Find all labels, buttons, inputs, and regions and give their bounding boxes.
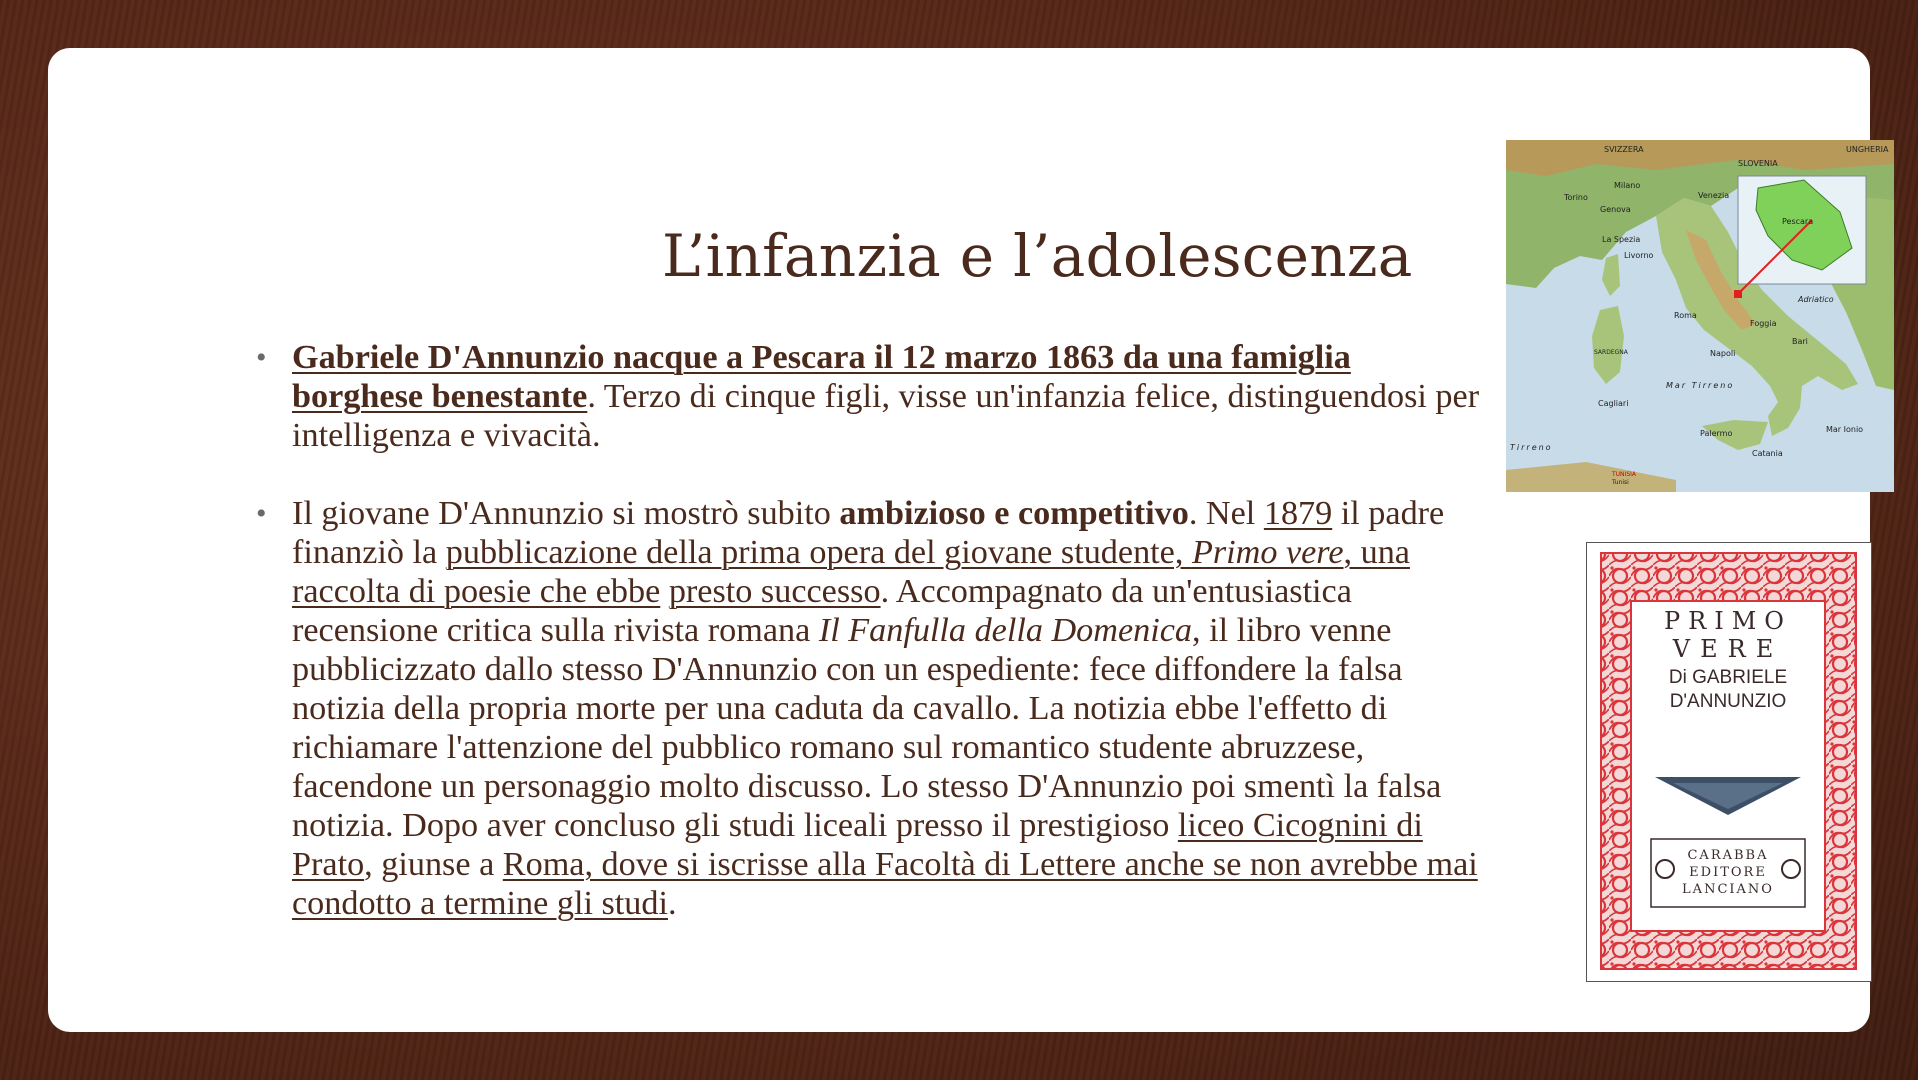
text-segment [660,573,669,610]
italic-fanfulla: Il Fanfulla della Domenica [818,612,1192,649]
map-label: Mar Tirreno [1666,381,1735,390]
cover-publisher-line3: LANCIANO [1682,882,1774,897]
map-label: Cagliari [1598,399,1629,408]
primo-vere-cover-svg [1587,543,1870,980]
link-1879[interactable]: 1879 [1263,495,1333,532]
cover-publisher-line2: EDITORE [1689,865,1767,880]
map-label: Torino [1564,193,1588,202]
link-birth[interactable]: Gabriele D'Annunzio nacque a Pescara il 12 marzo 1863 da una famiglia borghese benestante [292,339,1351,415]
slide-title: L’infanzia e l’adolescenza [662,222,1413,290]
link-primo-vere[interactable]: Primo vere [1191,534,1344,571]
map-label: SARDEGNA [1594,349,1628,356]
bullet-birth-text: . Terzo di cinque figli, visse un'infanzia felice, distinguendosi per intelligenza e vivacità. [292,378,1480,454]
map-label: UNGHERIA [1846,145,1889,154]
map-label: Tunisi [1612,479,1629,486]
map-label: Roma [1674,311,1697,320]
cover-title-line2: VERE [1672,635,1784,663]
map-label: SLOVENIA [1738,159,1778,168]
map-label: Pescara [1782,217,1814,226]
text-segment: . Nel [1188,495,1264,532]
text-segment: . Accompagnato da un'entusiastica recensione critica sulla rivista romana [292,573,1352,649]
link-liceo-cicognini[interactable]: liceo Cicognini di Prato [292,807,1423,883]
link-raccolta[interactable]: , una raccolta di poesie che ebbe [292,534,1410,610]
map-label: La Spezia [1602,235,1641,244]
cover-publisher-line1: CARABBA [1687,848,1769,863]
cover-title-line1: PRIMO [1664,607,1792,635]
map-label: Adriatico [1798,295,1834,304]
map-label: Catania [1752,449,1783,458]
bullet-birth [244,338,1484,455]
map-label: Tirreno [1510,443,1553,452]
map-label: Foggia [1750,319,1777,328]
map-label: Napoli [1710,349,1736,358]
slide-content [244,338,1484,923]
text-segment: , giunse a [364,846,503,883]
bullet-marker: • [256,497,267,530]
map-label: Mar Ionio [1826,425,1864,434]
map-label: TUNISIA [1612,471,1636,478]
map-label: Milano [1614,181,1641,190]
bullet-marker: • [256,341,267,374]
bold-ambitious: ambizioso e competitivo [839,495,1189,532]
italy-map-image [1506,140,1894,492]
bullet-youth [244,494,1484,923]
text-segment: il padre finanziò la [292,495,1445,571]
primo-vere-cover-image [1586,542,1872,982]
text-segment: Il giovane D'Annunzio si mostrò subito [292,495,840,532]
map-label: Palermo [1700,429,1733,438]
link-presto-successo[interactable]: presto successo [668,573,881,610]
text-segment: , il libro venne pubblicizzato dallo stesso D'Annunzio con un espediente: fece diffondere la falsa notizia della propria morte per una caduta da cavallo. La notizia ebbe l'effetto di richiamare l'attenzione del pubblico romano sul romantico studente abruzzese, facendone un personaggio molto discusso. Lo stesso D'Annunzio poi smentì la falsa notizia. Dopo aver concluso gli studi liceali presso il prestigioso [292,612,1442,844]
cover-author-line1: Di GABRIELE [1668,667,1788,688]
map-label: Livorno [1624,251,1654,260]
slide-card [48,48,1889,1032]
link-publication[interactable]: pubblicazione della prima opera del giovane studente, [445,534,1192,571]
map-label: SVIZZERA [1604,145,1644,154]
link-roma[interactable]: Roma, dove si iscrisse alla Facoltà di Lettere anche se non avrebbe mai condotto a termine gli studi [292,846,1478,922]
cover-author-line2: D'ANNUNZIO [1669,691,1787,712]
italy-map-svg [1506,140,1894,492]
text-segment: . [668,885,677,922]
map-label: Venezia [1698,191,1730,200]
map-label: Bari [1792,337,1808,346]
map-label: Genova [1600,205,1631,214]
